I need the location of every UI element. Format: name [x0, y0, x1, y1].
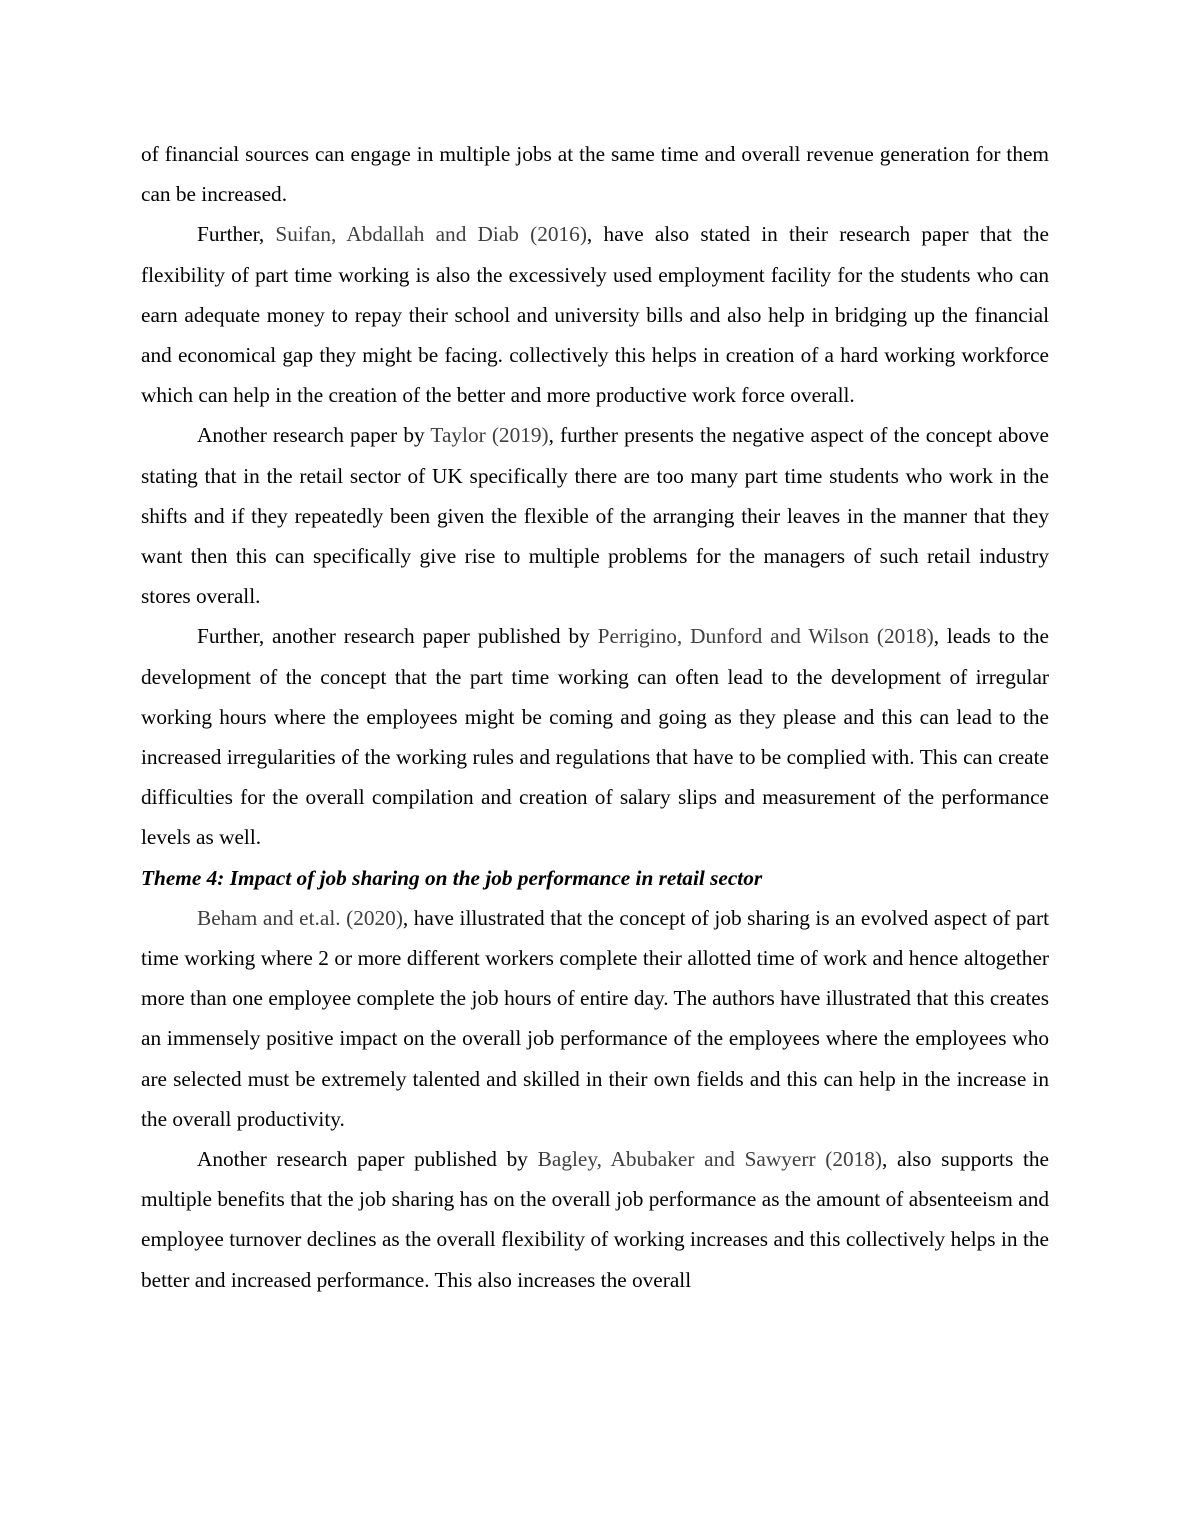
- paragraph-text: , further presents the negative aspect of the concept above stating that in the retail sector of UK specifically there are too many part time students who work in the shifts and if they repeatedly been given the flexible of the arranging their leaves in the manner that they want then this can specifically give rise to multiple problems for the managers of such retail industry stores overall.: [141, 423, 1049, 609]
- paragraph-lead: Another research paper by: [197, 423, 431, 448]
- paragraph-lead: Further, another research paper published by: [197, 624, 598, 649]
- citation-perrigino: Perrigino, Dunford and Wilson (2018): [597, 624, 934, 649]
- paragraph-perrigino: [141, 616, 1049, 857]
- paragraph-suifan: [141, 214, 1049, 415]
- section-heading: Theme 4: Impact of job sharing on the job performance in retail sector: [141, 865, 763, 890]
- paragraph-text: of financial sources can engage in multiple jobs at the same time and overall revenue generation for them can be increased.: [141, 142, 1049, 207]
- paragraph-text: , also supports the multiple benefits that the job sharing has on the overall job performance as the amount of absenteeism and employee turnover declines as the overall flexibility of working increases and this collectively helps in the better and increased performance. This also increases the overall: [141, 1147, 1049, 1292]
- paragraph-text: , have also stated in their research paper that the flexibility of part time working is also the excessively used employment facility for the students who can earn adequate money to repay their school and university bills and also help in bridging up the financial and economical gap they might be facing. collectively this helps in creation of a hard working workforce which can help in the creation of the better and more productive work force overall.: [141, 222, 1049, 408]
- document-page: [141, 134, 1049, 1300]
- paragraph-continuation: [141, 134, 1049, 214]
- citation-suifan: Suifan, Abdallah and Diab (2016): [275, 222, 587, 247]
- paragraph-text: , leads to the development of the concept that the part time working can often lead to the development of irregular working hours where the employees might be coming and going as they please and this can lead to the increased irregularities of the working rules and regulations that have to be complied with. This can create difficulties for the overall compilation and creation of salary slips and measurement of the performance levels as well.: [141, 624, 1050, 850]
- citation-beham: Beham and et.al. (2020): [197, 905, 403, 930]
- paragraph-lead: Another research paper published by: [197, 1147, 538, 1172]
- paragraph-taylor: [141, 415, 1049, 616]
- citation-taylor: Taylor (2019): [430, 423, 549, 448]
- citation-bagley: Bagley, Abubaker and Sawyerr (2018): [537, 1147, 883, 1172]
- paragraph-beham: [141, 898, 1049, 1139]
- paragraph-text: , have illustrated that the concept of job sharing is an evolved aspect of part time working where 2 or more different workers complete their allotted time of work and hence altogether more than one employee complete the job hours of entire day. The authors have illustrated that this creates an immensely positive impact on the overall job performance of the employees where the employees who are selected must be extremely talented and skilled in their own fields and this can help in the increase in the overall productivity.: [141, 905, 1049, 1131]
- paragraph-lead: Further,: [197, 222, 276, 247]
- paragraph-bagley: [141, 1139, 1049, 1300]
